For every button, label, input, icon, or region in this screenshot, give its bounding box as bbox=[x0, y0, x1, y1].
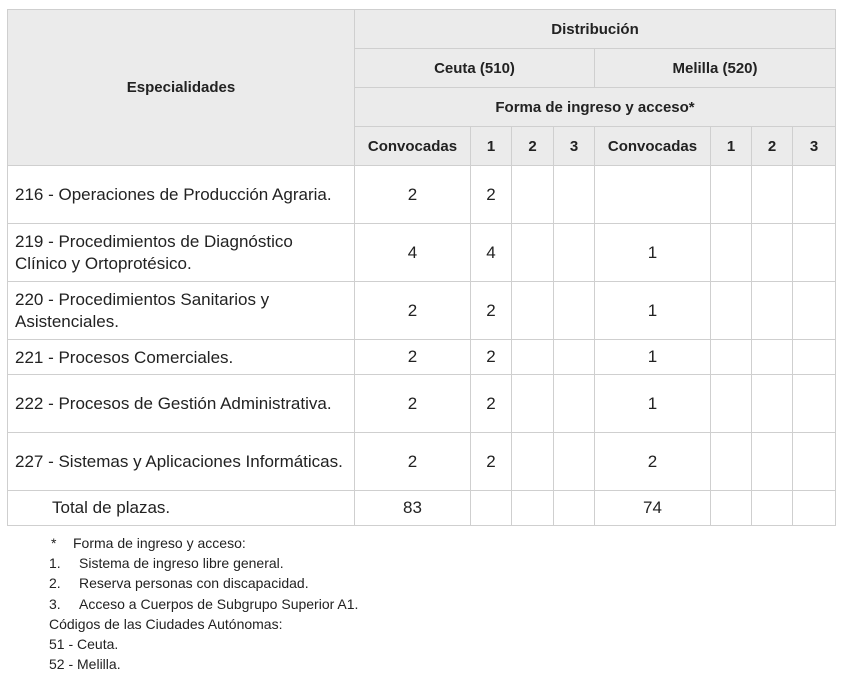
ceuta-1-cell: 2 bbox=[471, 340, 512, 375]
header-melilla-1: 1 bbox=[711, 127, 752, 166]
melilla-2-cell bbox=[752, 282, 793, 340]
ceuta-2-cell bbox=[512, 224, 554, 282]
total-melilla-convocadas: 74 bbox=[595, 491, 711, 526]
ceuta-2-cell bbox=[512, 282, 554, 340]
ceuta-convocadas-cell: 2 bbox=[355, 375, 471, 433]
total-ceuta-2 bbox=[512, 491, 554, 526]
especialidad-name: 219 - Procedimientos de Diagnóstico Clínico y Ortoprotésico. bbox=[8, 224, 355, 282]
ceuta-3-cell bbox=[554, 224, 595, 282]
ceuta-convocadas-cell: 2 bbox=[355, 433, 471, 491]
melilla-convocadas-cell: 1 bbox=[595, 340, 711, 375]
ceuta-convocadas-cell: 4 bbox=[355, 224, 471, 282]
ceuta-3-cell bbox=[554, 282, 595, 340]
note-forma bbox=[49, 533, 358, 553]
ceuta-1-cell: 2 bbox=[471, 282, 512, 340]
ceuta-1-cell: 2 bbox=[471, 375, 512, 433]
ceuta-convocadas-cell: 2 bbox=[355, 166, 471, 224]
total-ceuta-convocadas: 83 bbox=[355, 491, 471, 526]
melilla-2-cell bbox=[752, 340, 793, 375]
header-ceuta-3: 3 bbox=[554, 127, 595, 166]
melilla-1-cell bbox=[711, 433, 752, 491]
ceuta-2-cell bbox=[512, 375, 554, 433]
especialidad-name: 222 - Procesos de Gestión Administrativa. bbox=[8, 375, 355, 433]
table-row bbox=[8, 166, 836, 224]
melilla-3-cell bbox=[793, 224, 836, 282]
ceuta-1-cell: 2 bbox=[471, 166, 512, 224]
especialidad-name: 216 - Operaciones de Producción Agraria. bbox=[8, 166, 355, 224]
melilla-1-cell bbox=[711, 282, 752, 340]
header-forma-ingreso: Forma de ingreso y acceso* bbox=[355, 88, 836, 127]
melilla-1-cell bbox=[711, 224, 752, 282]
melilla-3-cell bbox=[793, 166, 836, 224]
ceuta-3-cell bbox=[554, 340, 595, 375]
melilla-2-cell bbox=[752, 375, 793, 433]
header-melilla-2: 2 bbox=[752, 127, 793, 166]
ceuta-convocadas-cell: 2 bbox=[355, 282, 471, 340]
melilla-convocadas-cell: 1 bbox=[595, 282, 711, 340]
footnotes bbox=[49, 533, 358, 674]
table-row bbox=[8, 224, 836, 282]
especialidad-name: 227 - Sistemas y Aplicaciones Informáticas. bbox=[8, 433, 355, 491]
ceuta-1-cell: 2 bbox=[471, 433, 512, 491]
melilla-1-cell bbox=[711, 375, 752, 433]
note-item bbox=[49, 553, 358, 573]
note-item bbox=[49, 573, 358, 593]
melilla-2-cell bbox=[752, 433, 793, 491]
melilla-convocadas-cell: 2 bbox=[595, 433, 711, 491]
note-item-text: Acceso a Cuerpos de Subgrupo Superior A1. bbox=[79, 595, 359, 612]
especialidad-name: 221 - Procesos Comerciales. bbox=[8, 340, 355, 375]
table-row bbox=[8, 282, 836, 340]
melilla-convocadas-cell: 1 bbox=[595, 375, 711, 433]
note-item-mark: 2. bbox=[49, 575, 61, 592]
header-ceuta-convocadas: Convocadas bbox=[355, 127, 471, 166]
header-melilla: Melilla (520) bbox=[595, 49, 836, 88]
melilla-convocadas-cell: 1 bbox=[595, 224, 711, 282]
note-item-mark: 3. bbox=[49, 595, 61, 612]
note-item-text: Reserva personas con discapacidad. bbox=[79, 575, 309, 592]
melilla-3-cell bbox=[793, 375, 836, 433]
header-especialidades: Especialidades bbox=[8, 10, 355, 166]
total-melilla-1 bbox=[711, 491, 752, 526]
header-melilla-convocadas: Convocadas bbox=[595, 127, 711, 166]
melilla-1-cell bbox=[711, 340, 752, 375]
ceuta-convocadas-cell: 2 bbox=[355, 340, 471, 375]
ceuta-2-cell bbox=[512, 433, 554, 491]
note-codes-title: Códigos de las Ciudades Autónomas: bbox=[49, 615, 283, 632]
header-ceuta-2: 2 bbox=[512, 127, 554, 166]
total-melilla-2 bbox=[752, 491, 793, 526]
note-code-ceuta: 51 - Ceuta. bbox=[49, 636, 119, 653]
ceuta-3-cell bbox=[554, 375, 595, 433]
note-item-text: Sistema de ingreso libre general. bbox=[79, 555, 284, 572]
total-melilla-3 bbox=[793, 491, 836, 526]
table-row bbox=[8, 340, 836, 375]
melilla-convocadas-cell bbox=[595, 166, 711, 224]
plazas-table bbox=[7, 9, 836, 526]
ceuta-3-cell bbox=[554, 166, 595, 224]
total-ceuta-1 bbox=[471, 491, 512, 526]
melilla-2-cell bbox=[752, 224, 793, 282]
ceuta-2-cell bbox=[512, 166, 554, 224]
header-distribucion: Distribución bbox=[355, 10, 836, 49]
header-melilla-3: 3 bbox=[793, 127, 836, 166]
note-star-mark: * bbox=[51, 535, 57, 551]
melilla-2-cell bbox=[752, 166, 793, 224]
ceuta-2-cell bbox=[512, 340, 554, 375]
header-ceuta: Ceuta (510) bbox=[355, 49, 595, 88]
ceuta-3-cell bbox=[554, 433, 595, 491]
melilla-3-cell bbox=[793, 340, 836, 375]
melilla-1-cell bbox=[711, 166, 752, 224]
header-ceuta-1: 1 bbox=[471, 127, 512, 166]
table-row bbox=[8, 375, 836, 433]
table-row bbox=[8, 433, 836, 491]
note-star-text: Forma de ingreso y acceso: bbox=[73, 535, 246, 551]
total-label: Total de plazas. bbox=[8, 491, 355, 526]
total-ceuta-3 bbox=[554, 491, 595, 526]
ceuta-1-cell: 4 bbox=[471, 224, 512, 282]
note-code-melilla: 52 - Melilla. bbox=[49, 656, 121, 673]
note-item bbox=[49, 594, 358, 614]
total-row bbox=[8, 491, 836, 526]
especialidad-name: 220 - Procedimientos Sanitarios y Asistenciales. bbox=[8, 282, 355, 340]
melilla-3-cell bbox=[793, 433, 836, 491]
melilla-3-cell bbox=[793, 282, 836, 340]
note-item-mark: 1. bbox=[49, 555, 61, 572]
